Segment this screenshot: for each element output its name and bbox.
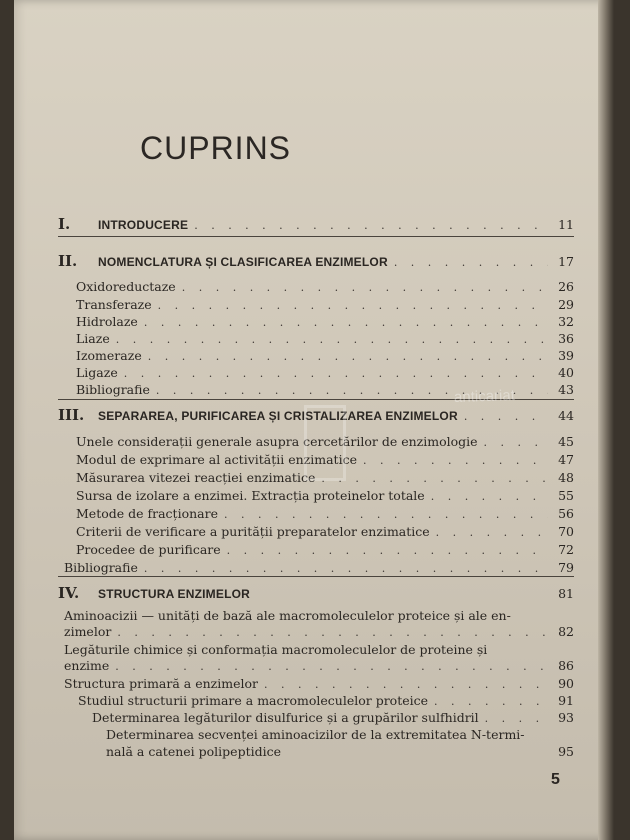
dot-leader bbox=[194, 219, 548, 232]
toc-item bbox=[76, 279, 574, 294]
item-label: Studiul structurii primare a macromoleculelor proteice bbox=[78, 693, 429, 708]
toc-item bbox=[76, 524, 574, 539]
dot-leader bbox=[436, 526, 548, 539]
item-label: Ligaze bbox=[76, 365, 118, 380]
item-label: Bibliografie bbox=[64, 560, 138, 575]
dot-leader bbox=[182, 281, 548, 294]
divider bbox=[58, 236, 574, 237]
item-label: Procedee de purificare bbox=[76, 542, 221, 557]
chapter-4-entry bbox=[58, 584, 574, 602]
toc-item bbox=[64, 676, 574, 691]
dot-leader bbox=[434, 695, 548, 708]
item-label: Oxidoreductaze bbox=[76, 279, 176, 294]
toc-item bbox=[64, 658, 574, 673]
dot-leader bbox=[464, 410, 548, 423]
page-ref: 48 bbox=[558, 470, 574, 485]
item-label: Bibliografie bbox=[76, 382, 150, 397]
item-label: Criterii de verificare a purității preparatelor enzimatice bbox=[76, 524, 430, 539]
page-ref: 26 bbox=[558, 279, 574, 294]
page-number: 5 bbox=[551, 771, 560, 788]
page-ref: 32 bbox=[558, 314, 574, 329]
item-label: Structura primară a enzimelor bbox=[64, 676, 258, 691]
page-ref: 91 bbox=[558, 693, 574, 708]
page-ref: 40 bbox=[558, 365, 574, 380]
toc-item bbox=[76, 506, 574, 521]
chapter-number: II. bbox=[58, 252, 78, 270]
chapter-number: I. bbox=[58, 215, 71, 233]
chapter-title: NOMENCLATURA ȘI CLASIFICAREA ENZIMELOR bbox=[98, 255, 388, 269]
toc-item bbox=[106, 744, 574, 759]
item-label: Liaze bbox=[76, 331, 110, 346]
dot-leader bbox=[224, 508, 548, 521]
item-label: Măsurarea vitezei reacției enzimatice bbox=[76, 470, 316, 485]
book-page bbox=[14, 0, 614, 840]
page-ref: 70 bbox=[558, 524, 574, 539]
chapter-title: INTRODUCERE bbox=[98, 218, 189, 232]
page-ref: 55 bbox=[558, 488, 574, 503]
item-label: Izomeraze bbox=[76, 348, 142, 363]
item-label: enzime bbox=[64, 658, 110, 673]
dot-leader bbox=[394, 256, 548, 269]
item-label: Unele considerații generale asupra cercetărilor de enzimologie bbox=[76, 434, 478, 449]
toc-item bbox=[76, 488, 574, 503]
chapter-number: IV. bbox=[58, 584, 80, 602]
dot-leader bbox=[485, 712, 548, 725]
page-ref: 11 bbox=[558, 217, 574, 232]
toc-item-line1: Legăturile chimice și conformația macromoleculelor de proteine și bbox=[64, 642, 488, 657]
page-ref: 72 bbox=[558, 542, 574, 557]
page-ref: 43 bbox=[558, 382, 574, 397]
chapter-2-entry bbox=[58, 252, 574, 270]
item-label: Sursa de izolare a enzimei. Extracția proteinelor totale bbox=[76, 488, 425, 503]
toc-item bbox=[76, 297, 574, 312]
item-label: Determinarea legăturilor disulfurice și a grupărilor sulfhidril bbox=[92, 710, 479, 725]
page-ref: 39 bbox=[558, 348, 574, 363]
page-ref: 44 bbox=[558, 408, 574, 423]
toc-item bbox=[64, 560, 574, 575]
page-ref: 86 bbox=[558, 658, 574, 673]
divider bbox=[58, 576, 574, 577]
toc-item bbox=[78, 693, 574, 708]
toc-item bbox=[76, 542, 574, 557]
dot-leader bbox=[124, 367, 548, 380]
dot-leader bbox=[144, 562, 548, 575]
page-ref: 45 bbox=[558, 434, 574, 449]
chapter-1-entry bbox=[58, 215, 574, 233]
page-ref: 93 bbox=[558, 710, 574, 725]
dot-leader bbox=[227, 544, 548, 557]
toc-item bbox=[76, 348, 574, 363]
dot-leader bbox=[321, 472, 548, 485]
page-ref: 56 bbox=[558, 506, 574, 521]
dot-leader bbox=[264, 678, 548, 691]
item-label: Modul de exprimare al activității enzimatice bbox=[76, 452, 357, 467]
page-ref: 95 bbox=[558, 744, 574, 759]
page-ref: 47 bbox=[558, 452, 574, 467]
page-ref: 29 bbox=[558, 297, 574, 312]
toc-item bbox=[76, 314, 574, 329]
dot-leader bbox=[148, 350, 548, 363]
toc-item bbox=[76, 365, 574, 380]
toc-item-line1: Determinarea secvenței aminoacizilor de la extremitatea N-termi- bbox=[106, 727, 525, 742]
dot-leader bbox=[158, 299, 548, 312]
toc-item bbox=[76, 331, 574, 346]
page-ref: 17 bbox=[558, 254, 574, 269]
watermark-text: anticariat bbox=[453, 386, 516, 407]
page-ref: 90 bbox=[558, 676, 574, 691]
chapter-number: III. bbox=[58, 406, 85, 424]
item-label: zimelor bbox=[64, 624, 112, 639]
toc-item bbox=[92, 710, 574, 725]
page-ref: 79 bbox=[558, 560, 574, 575]
dot-leader bbox=[116, 333, 548, 346]
page-ref: 82 bbox=[558, 624, 574, 639]
dot-leader bbox=[484, 436, 548, 449]
dot-leader bbox=[115, 660, 548, 673]
dot-leader bbox=[363, 454, 548, 467]
dot-leader bbox=[144, 316, 548, 329]
chapter-title: SEPARAREA, PURIFICAREA ȘI CRISTALIZAREA ENZIMELOR bbox=[98, 409, 458, 423]
page-title: CUPRINS bbox=[140, 130, 292, 166]
dot-leader bbox=[117, 626, 548, 639]
item-label: Transferaze bbox=[76, 297, 152, 312]
page-ref: 81 bbox=[558, 586, 574, 601]
toc-item bbox=[64, 624, 574, 639]
toc-item-line1: Aminoacizii — unități de bază ale macromoleculelor proteice și ale en- bbox=[64, 608, 511, 623]
chapter-title: STRUCTURA ENZIMELOR bbox=[98, 587, 251, 601]
dot-leader bbox=[431, 490, 548, 503]
item-label: nală a catenei polipeptidice bbox=[106, 744, 281, 759]
page-ref: 36 bbox=[558, 331, 574, 346]
item-label: Hidrolaze bbox=[76, 314, 138, 329]
item-label: Metode de fracționare bbox=[76, 506, 218, 521]
watermark-logo bbox=[304, 405, 346, 481]
